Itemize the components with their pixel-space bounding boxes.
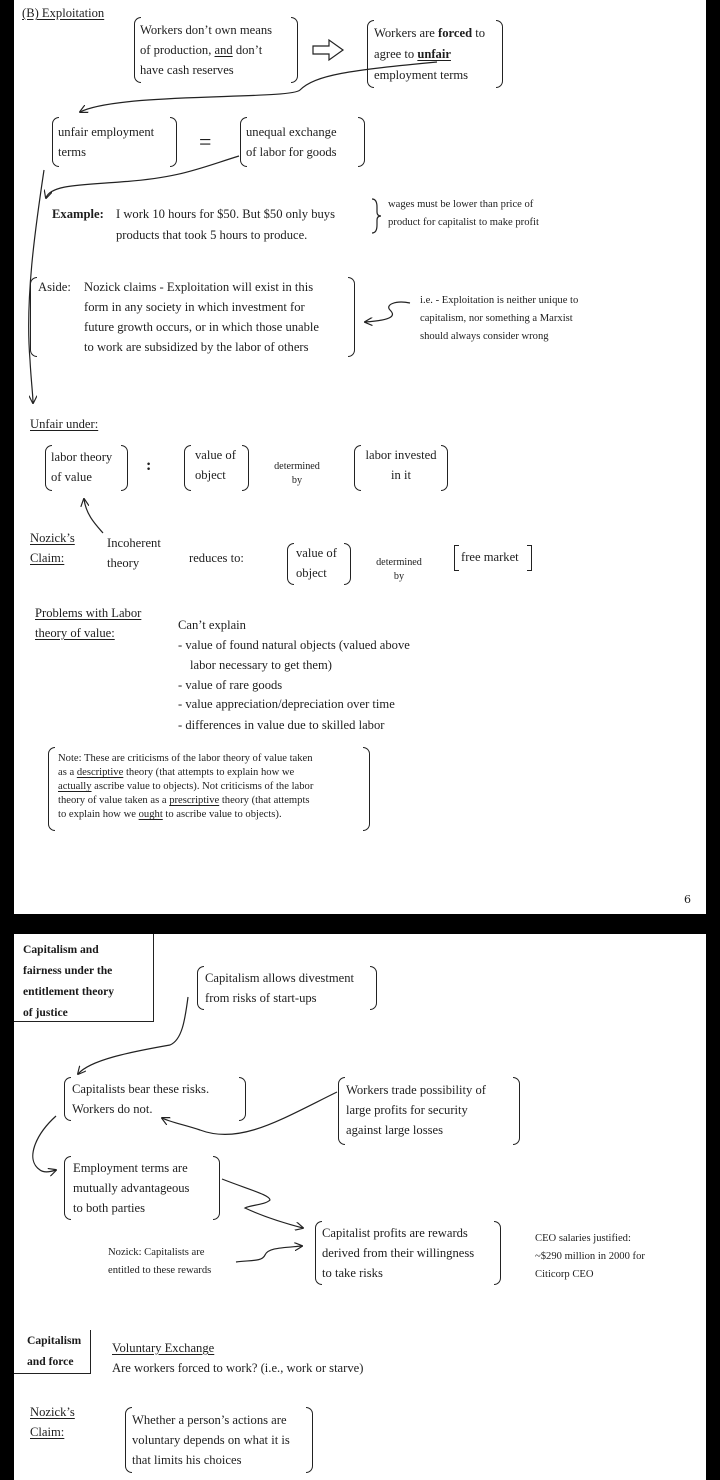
note-line: [58, 794, 310, 808]
text-span: agree to: [374, 47, 418, 61]
page-number: 6: [684, 893, 691, 906]
emphasis-ought: ought: [138, 809, 163, 820]
box-aside: [30, 277, 355, 357]
text-line: mutually advantageous: [73, 1181, 190, 1195]
text-line: [374, 44, 451, 64]
text-line: Capitalism allows divestment: [205, 971, 355, 985]
problems-heading: Problems with Labor: [35, 606, 142, 620]
box-value-of-object-2: [287, 543, 351, 585]
equals-sign: =: [199, 129, 212, 154]
emphasis-actually: actually: [58, 781, 92, 792]
emphasis-unfair: unfair: [417, 47, 451, 61]
box-bear-risks: [64, 1077, 246, 1121]
problem-item: - differences in value due to skilled labor: [178, 718, 385, 732]
example-line: products that took 5 hours to produce.: [116, 228, 308, 242]
box-workers-trade: [338, 1077, 520, 1145]
text-span: theory (that attempts: [219, 795, 310, 806]
box-capitalist-profits: [315, 1221, 501, 1285]
text-line: Workers do not.: [72, 1102, 153, 1116]
nozick-claim-label: Claim:: [30, 1425, 65, 1439]
problem-item: - value of found natural objects (valued above: [178, 638, 410, 652]
forced-question-text: Are workers forced to work? (i.e., work or starve): [112, 1361, 364, 1375]
box-voluntary-actions: [125, 1407, 313, 1473]
aside-line: future growth occurs, or in which those unable: [84, 320, 320, 334]
emphasis-forced: forced: [438, 26, 473, 40]
topic-capitalism-force: [14, 1330, 91, 1374]
box-workers-means: [134, 17, 298, 83]
text-line: employment terms: [374, 68, 469, 82]
determined-text: by: [393, 571, 405, 582]
box-note: [48, 747, 370, 831]
text-line: labor invested: [365, 448, 437, 462]
example-note: wages must be lower than price of: [388, 199, 534, 210]
text-line: [374, 23, 485, 43]
topic-line: of justice: [23, 1006, 68, 1019]
text-span: as a: [58, 767, 77, 778]
text-line: free market: [461, 550, 519, 564]
box-labor-theory: [45, 445, 128, 491]
text-line: value of: [296, 546, 337, 560]
text-line: Whether a person’s actions are: [132, 1413, 287, 1427]
text-line: that limits his choices: [132, 1453, 242, 1467]
cant-explain-text: Can’t explain: [178, 618, 246, 632]
text-line: object: [195, 468, 226, 482]
nozick-claim-label: Nozick’s: [30, 531, 75, 545]
emphasis-descriptive: descriptive: [76, 767, 124, 778]
box-divestment: [197, 966, 377, 1010]
note-line: [58, 808, 282, 822]
text-line: to take risks: [322, 1266, 383, 1280]
text-span: ascribe value to objects). Not criticisms of the labor: [91, 781, 314, 792]
text-span: to ascribe value to objects).: [162, 809, 282, 820]
unfair-under-heading: Unfair under:: [30, 417, 99, 431]
text-line: Workers trade possibility of: [346, 1083, 486, 1097]
aside-line: to work are subsidized by the labor of others: [84, 340, 309, 354]
text-span: to: [472, 26, 486, 40]
topic-line: fairness under the: [23, 964, 113, 977]
box-free-market: [454, 545, 532, 571]
text-line: large profits for security: [346, 1103, 468, 1117]
nozick-claim-label: Claim:: [30, 551, 65, 565]
topic-line: and force: [27, 1355, 74, 1368]
box-workers-forced: [367, 20, 503, 88]
text-line: unequal exchange: [246, 125, 337, 139]
text-line: from risks of start-ups: [205, 991, 317, 1005]
text-span: Workers are: [374, 26, 439, 40]
reduces-to-text: reduces to:: [189, 551, 244, 565]
note-line: [58, 780, 313, 794]
aside-line: Nozick claims - Exploitation will exist in this: [84, 280, 314, 294]
box-unequal-exchange: [240, 117, 365, 167]
text-line: Capitalists bear these risks.: [72, 1082, 210, 1096]
text-line: Employment terms are: [73, 1161, 188, 1175]
text-line: of labor for goods: [246, 145, 337, 159]
example-note: product for capitalist to make profit: [388, 217, 539, 228]
ceo-salary-note: Citicorp CEO: [535, 1269, 594, 1280]
text-line: Workers don’t own means: [140, 23, 273, 37]
colon-sign: :: [146, 457, 152, 474]
topic-line: entitlement theory: [23, 985, 115, 998]
text-span: to explain how we: [58, 809, 139, 820]
text-line: against large losses: [346, 1123, 443, 1137]
ceo-salary-note: CEO salaries justified:: [535, 1233, 631, 1244]
text-line: in it: [391, 468, 411, 482]
voluntary-exchange-heading: Voluntary Exchange: [112, 1341, 215, 1355]
aside-note: capitalism, nor something a Marxist: [420, 313, 573, 324]
determined-text: by: [291, 475, 303, 486]
box-value-of-object: [184, 445, 249, 491]
text-line: of value: [51, 470, 92, 484]
topic-capitalism-fairness: [14, 934, 154, 1022]
aside-label: Aside:: [38, 280, 71, 294]
section-title: (B) Exploitation: [22, 6, 105, 20]
text-line: have cash reserves: [140, 63, 234, 77]
emphasis-and: and: [214, 43, 233, 57]
text-span: don’t: [232, 43, 263, 57]
text-line: Capitalist profits are rewards: [322, 1226, 468, 1240]
incoherent-text: theory: [107, 556, 140, 570]
topic-line: Capitalism: [27, 1334, 82, 1347]
text-line: labor theory: [51, 450, 113, 464]
problem-item: labor necessary to get them): [190, 658, 332, 672]
box-labor-invested: [354, 445, 448, 491]
text-line: object: [296, 566, 327, 580]
aside-note: should always consider wrong: [420, 331, 549, 342]
note-line: [58, 766, 294, 780]
box-employment-terms: [64, 1156, 220, 1220]
nozick-claim-label: Nozick’s: [30, 1405, 75, 1419]
topic-line: Capitalism and: [23, 943, 99, 956]
text-line: value of: [195, 448, 236, 462]
text-line: [140, 40, 262, 60]
text-line: terms: [58, 145, 86, 159]
problems-heading: theory of value:: [35, 626, 115, 640]
determined-text: determined: [376, 557, 422, 568]
example-line: I work 10 hours for $50. But $50 only buys: [116, 207, 335, 221]
ceo-salary-note: ~$290 million in 2000 for: [535, 1251, 645, 1262]
nozick-entitled-text: Nozick: Capitalists are: [108, 1247, 205, 1258]
box-unfair-terms: [52, 117, 177, 167]
problem-item: - value of rare goods: [178, 678, 283, 692]
text-line: derived from their willingness: [322, 1246, 475, 1260]
text-span: theory of value taken as a: [58, 795, 170, 806]
problem-item: - value appreciation/depreciation over time: [178, 697, 395, 711]
text-line: unfair employment: [58, 125, 155, 139]
text-line: voluntary depends on what it is: [132, 1433, 290, 1447]
text-span: theory (that attempts to explain how we: [123, 767, 295, 778]
determined-text: determined: [274, 461, 320, 472]
text-line: to both parties: [73, 1201, 146, 1215]
example-label: Example:: [52, 207, 104, 221]
nozick-entitled-text: entitled to these rewards: [108, 1265, 212, 1276]
emphasis-prescriptive: prescriptive: [169, 795, 220, 806]
note-line: Note: These are criticisms of the labor theory of value taken: [58, 753, 313, 764]
text-span: of production,: [140, 43, 215, 57]
incoherent-text: Incoherent: [107, 536, 161, 550]
aside-note: i.e. - Exploitation is neither unique to: [420, 295, 579, 306]
aside-line: form in any society in which investment for: [84, 300, 305, 314]
